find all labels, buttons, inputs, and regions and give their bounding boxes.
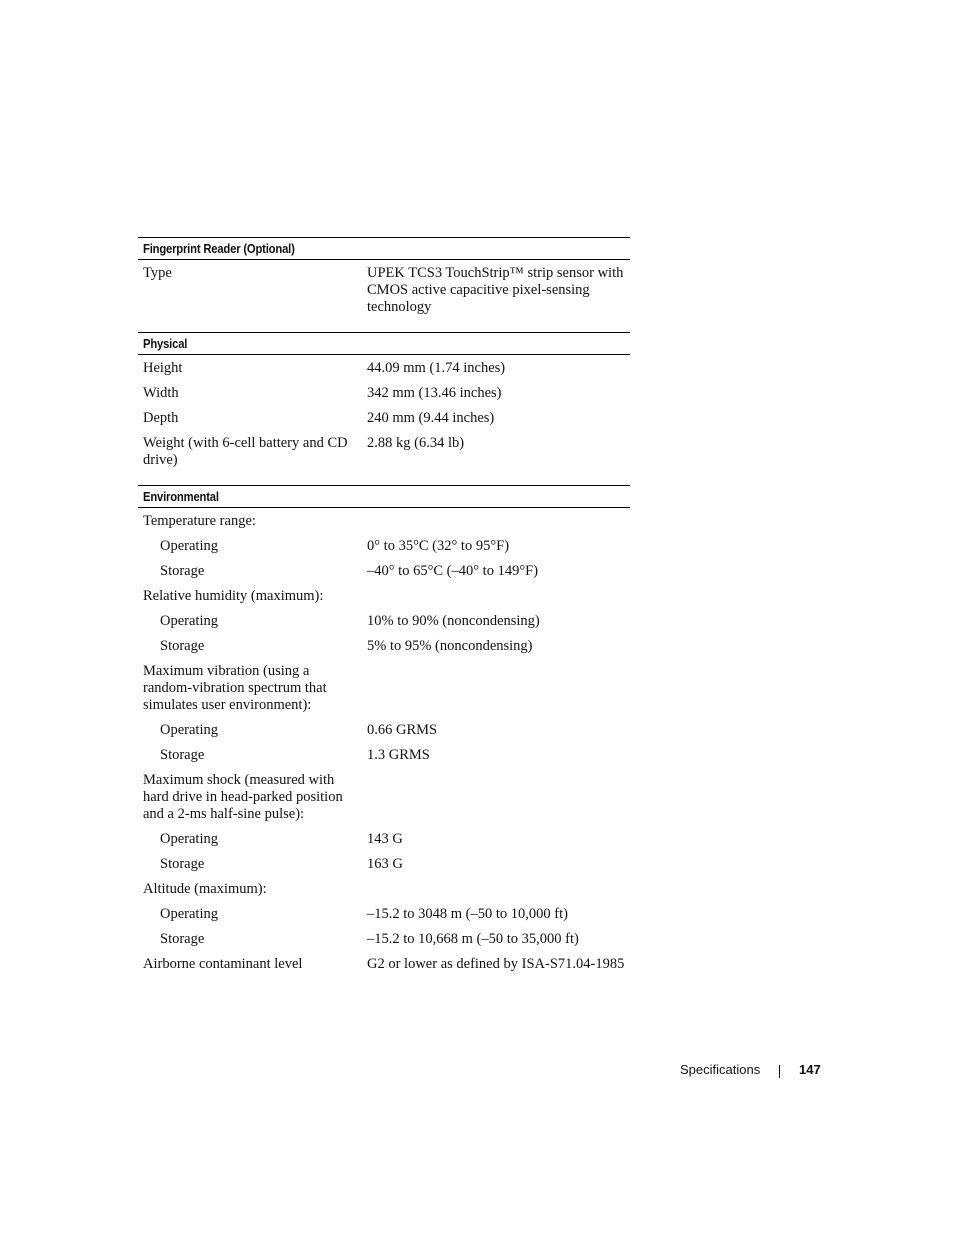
spec-value: 0.66 GRMS <box>367 722 438 738</box>
spec-row <box>138 856 630 873</box>
spec-value <box>362 881 630 898</box>
section-body <box>138 355 630 485</box>
spec-label: Altitude (maximum): <box>143 881 267 897</box>
spec-value: G2 or lower as defined by ISA-S71.04-1985 <box>367 956 625 972</box>
spec-row <box>138 385 630 402</box>
page-footer <box>680 1062 830 1080</box>
spec-label: Storage <box>160 747 205 763</box>
spec-label: Operating <box>160 538 218 554</box>
spec-row <box>138 747 630 764</box>
spec-value: UPEK TCS3 TouchStrip™ strip sensor with CMOS active capacitive pixel-sensing technology <box>367 265 624 315</box>
spec-row <box>138 410 630 427</box>
spec-value: 10% to 90% (noncondensing) <box>367 613 540 629</box>
spec-label: Weight (with 6-cell battery and CD drive) <box>143 435 348 468</box>
spec-row <box>138 563 630 580</box>
footer-section-name: Specifications <box>680 1062 761 1077</box>
page-number: 147 <box>799 1062 821 1077</box>
spec-row <box>138 881 630 898</box>
section-header <box>138 332 630 355</box>
spec-value: –40° to 65°C (–40° to 149°F) <box>367 563 539 579</box>
spec-row <box>138 931 630 948</box>
spec-label: Storage <box>160 638 205 654</box>
spec-row <box>138 588 630 605</box>
spec-label: Maximum vibration (using a random-vibration spectrum that simulates user environment): <box>143 663 327 713</box>
spec-row <box>138 831 630 848</box>
spec-value <box>362 772 630 823</box>
spec-row <box>138 956 630 973</box>
spec-row <box>138 435 630 469</box>
spec-label: Airborne contaminant level <box>143 956 303 972</box>
spec-value: –15.2 to 10,668 m (–50 to 35,000 ft) <box>367 931 579 947</box>
spec-value <box>362 663 630 714</box>
spec-label: Operating <box>160 906 218 922</box>
spec-row <box>138 265 630 316</box>
section-environmental <box>138 485 630 989</box>
spec-label: Depth <box>143 410 179 426</box>
spec-value <box>362 588 630 605</box>
section-title: Environmental <box>143 489 219 504</box>
section-body <box>138 508 630 989</box>
section-body <box>138 260 630 332</box>
spec-value: 44.09 mm (1.74 inches) <box>367 360 506 376</box>
spec-value <box>362 513 630 530</box>
spec-value: –15.2 to 3048 m (–50 to 10,000 ft) <box>367 906 568 922</box>
spec-value: 5% to 95% (noncondensing) <box>367 638 533 654</box>
spec-value: 240 mm (9.44 inches) <box>367 410 495 426</box>
spec-value: 163 G <box>367 856 403 872</box>
spec-label: Relative humidity (maximum): <box>143 588 324 604</box>
section-header <box>138 485 630 508</box>
spec-row <box>138 663 630 714</box>
spec-label: Storage <box>160 856 205 872</box>
section-fingerprint-reader <box>138 237 630 332</box>
spec-value: 2.88 kg (6.34 lb) <box>367 435 465 451</box>
spec-value: 342 mm (13.46 inches) <box>367 385 502 401</box>
spec-label: Operating <box>160 613 218 629</box>
spec-row <box>138 513 630 530</box>
spec-label: Storage <box>160 931 205 947</box>
spec-row <box>138 906 630 923</box>
specifications-table <box>138 237 630 989</box>
section-header <box>138 237 630 260</box>
spec-row <box>138 360 630 377</box>
spec-label: Maximum shock (measured with hard drive in head-parked position and a 2-ms half-sine pulse): <box>143 772 343 822</box>
spec-value: 0° to 35°C (32° to 95°F) <box>367 538 510 554</box>
spec-label: Type <box>143 265 172 281</box>
spec-label: Height <box>143 360 183 376</box>
spec-row <box>138 772 630 823</box>
section-title: Physical <box>143 336 188 351</box>
spec-row <box>138 613 630 630</box>
section-physical <box>138 332 630 485</box>
spec-row <box>138 638 630 655</box>
spec-label: Width <box>143 385 179 401</box>
spec-label: Operating <box>160 722 218 738</box>
spec-value: 143 G <box>367 831 403 847</box>
section-title: Fingerprint Reader (Optional) <box>143 241 295 256</box>
spec-label: Operating <box>160 831 218 847</box>
spec-label: Temperature range: <box>143 513 256 529</box>
spec-label: Storage <box>160 563 205 579</box>
footer-divider <box>779 1065 780 1078</box>
spec-value: 1.3 GRMS <box>367 747 430 763</box>
spec-row <box>138 538 630 555</box>
spec-row <box>138 722 630 739</box>
